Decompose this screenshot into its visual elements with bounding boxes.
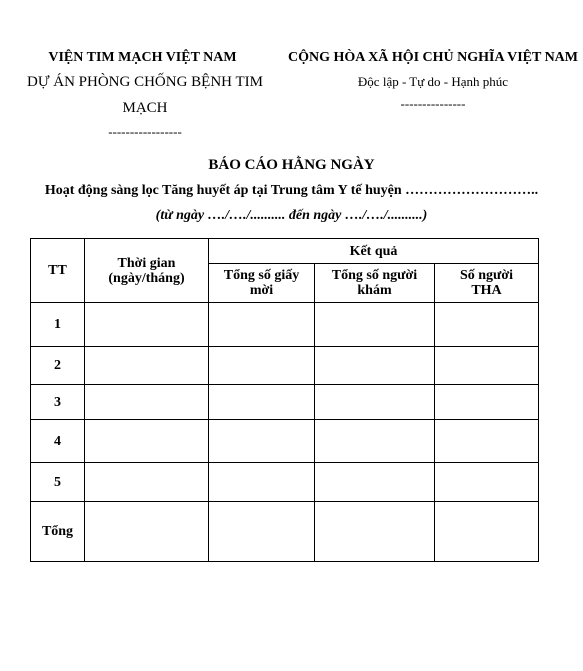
report-subtitle: Hoạt động sàng lọc Tăng huyết áp tại Trung tâm Y tế huyện ……………………….. xyxy=(44,183,539,198)
row-label: 3 xyxy=(31,385,85,420)
cell-time xyxy=(85,385,209,420)
header-total-examined: Tổng số người khám xyxy=(315,264,435,303)
left-divider: ----------------- xyxy=(108,124,182,139)
national-motto: Độc lập - Tự do - Hạnh phúc xyxy=(357,74,509,89)
row-label: 4 xyxy=(31,420,85,463)
cell-examined xyxy=(315,347,435,385)
cell-invites xyxy=(209,385,315,420)
project-name-line2: MẠCH xyxy=(122,100,168,116)
header-hypertension-count: Số người THA xyxy=(435,264,539,303)
cell-invites xyxy=(209,502,315,562)
project-name-line1: DỰ ÁN PHÒNG CHỐNG BỆNH TIM xyxy=(27,74,263,90)
row-label: 2 xyxy=(31,347,85,385)
header-total-invites: Tổng số giấy mời xyxy=(209,264,315,303)
cell-time xyxy=(85,502,209,562)
cell-tha xyxy=(435,502,539,562)
nation-name: CỘNG HÒA XÃ HỘI CHỦ NGHĨA VIỆT NAM xyxy=(287,50,578,65)
header-result: Kết quả xyxy=(209,239,539,264)
cell-time xyxy=(85,463,209,502)
cell-invites xyxy=(209,463,315,502)
cell-tha xyxy=(435,385,539,420)
cell-tha xyxy=(435,303,539,347)
header-tt: TT xyxy=(31,239,85,303)
cell-tha xyxy=(435,347,539,385)
cell-time xyxy=(85,420,209,463)
cell-examined xyxy=(315,385,435,420)
report-title: BÁO CÁO HẰNG NGÀY xyxy=(208,157,375,173)
row-label: 1 xyxy=(31,303,85,347)
cell-tha xyxy=(435,420,539,463)
cell-examined xyxy=(315,502,435,562)
right-divider: --------------- xyxy=(400,96,466,111)
row-label: 5 xyxy=(31,463,85,502)
cell-invites xyxy=(209,303,315,347)
cell-tha xyxy=(435,463,539,502)
report-date-range: (từ ngày …./…./.......... đến ngày …./…./..........) xyxy=(155,208,428,223)
row-label-total: Tổng xyxy=(31,502,85,562)
cell-examined xyxy=(315,463,435,502)
cell-invites xyxy=(209,420,315,463)
header-time: Thời gian (ngày/tháng) xyxy=(85,239,209,303)
cell-time xyxy=(85,303,209,347)
report-table xyxy=(30,238,539,562)
cell-examined xyxy=(315,303,435,347)
cell-time xyxy=(85,347,209,385)
cell-invites xyxy=(209,347,315,385)
org-name: VIỆN TIM MẠCH VIỆT NAM xyxy=(48,50,237,65)
cell-examined xyxy=(315,420,435,463)
